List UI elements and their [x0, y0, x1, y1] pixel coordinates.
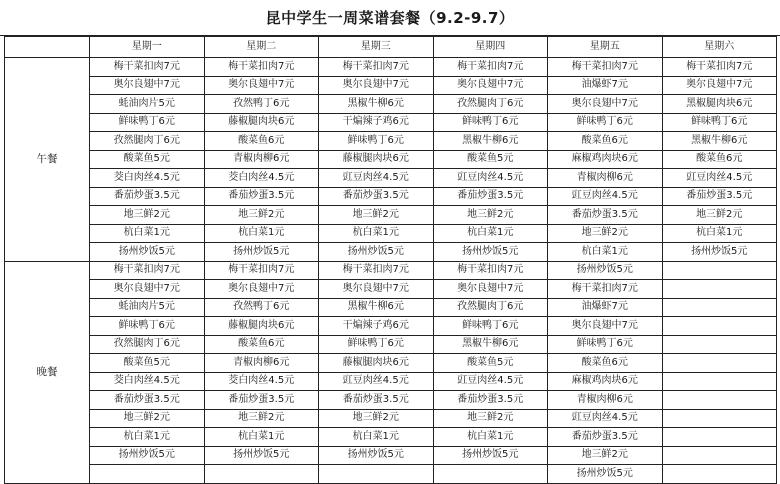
dish-cell: 鲜味鸭丁6元	[319, 335, 434, 354]
dish-cell: 地三鲜2元	[548, 224, 663, 243]
menu-row	[5, 298, 777, 317]
dish-cell: 地三鲜2元	[319, 206, 434, 225]
menu-row	[5, 391, 777, 410]
dish-cell	[662, 317, 777, 336]
menu-row	[5, 354, 777, 373]
dish-cell: 鲜味鸭丁6元	[90, 317, 205, 336]
dish-cell: 黑椒牛柳6元	[662, 132, 777, 151]
day-header: 星期二	[204, 37, 319, 58]
dish-cell: 青椒肉柳6元	[204, 150, 319, 169]
dish-cell: 酸菜鱼6元	[548, 132, 663, 151]
dish-cell: 地三鲜2元	[204, 409, 319, 428]
dish-cell: 蚝油肉片5元	[90, 298, 205, 317]
dish-cell: 藤椒腿肉块6元	[204, 317, 319, 336]
dish-cell: 地三鲜2元	[90, 409, 205, 428]
menu-row	[5, 224, 777, 243]
dish-cell: 油爆虾7元	[548, 298, 663, 317]
dish-cell: 杭白菜1元	[90, 224, 205, 243]
dish-cell	[662, 428, 777, 447]
dish-cell: 地三鲜2元	[319, 409, 434, 428]
dish-cell: 地三鲜2元	[204, 206, 319, 225]
dish-cell: 奥尔良翅中7元	[90, 76, 205, 95]
dish-cell: 藤椒腿肉块6元	[319, 354, 434, 373]
dish-cell: 奥尔良翅中7元	[204, 280, 319, 299]
dish-cell: 扬州炒饭5元	[319, 446, 434, 465]
dish-cell: 奥尔良翅中7元	[433, 76, 548, 95]
dish-cell: 麻椒鸡肉块6元	[548, 150, 663, 169]
dish-cell: 扬州炒饭5元	[204, 243, 319, 262]
dish-cell: 扬州炒饭5元	[90, 243, 205, 262]
dish-cell: 豇豆肉丝4.5元	[319, 169, 434, 188]
menu-row	[5, 409, 777, 428]
meal-label: 午餐	[5, 58, 90, 262]
menu-row	[5, 150, 777, 169]
dish-cell: 豇豆肉丝4.5元	[662, 169, 777, 188]
dish-cell: 酸菜鱼5元	[433, 354, 548, 373]
dish-cell: 豇豆肉丝4.5元	[319, 372, 434, 391]
dish-cell	[662, 446, 777, 465]
dish-cell	[662, 335, 777, 354]
dish-cell: 梅干菜扣肉7元	[662, 58, 777, 77]
dish-cell: 番茄炒蛋3.5元	[204, 391, 319, 410]
dish-cell: 奥尔良翅中7元	[662, 76, 777, 95]
dish-cell: 鲜味鸭丁6元	[90, 113, 205, 132]
dish-cell: 茭白肉丝4.5元	[204, 372, 319, 391]
menu-row	[5, 428, 777, 447]
menu-row	[5, 243, 777, 262]
dish-cell: 奥尔良翅中7元	[319, 280, 434, 299]
dish-cell: 油爆虾7元	[548, 76, 663, 95]
dish-cell: 青椒肉柳6元	[204, 354, 319, 373]
dish-cell	[319, 465, 434, 484]
dish-cell: 杭白菜1元	[204, 224, 319, 243]
dish-cell: 青椒肉柳6元	[548, 391, 663, 410]
dish-cell	[662, 280, 777, 299]
meal-label: 晚餐	[5, 261, 90, 483]
dish-cell: 扬州炒饭5元	[548, 465, 663, 484]
dish-cell: 地三鲜2元	[433, 409, 548, 428]
dish-cell: 扬州炒饭5元	[90, 446, 205, 465]
dish-cell: 奥尔良翅中7元	[319, 76, 434, 95]
dish-cell: 干煸辣子鸡6元	[319, 317, 434, 336]
menu-row	[5, 95, 777, 114]
dish-cell: 梅干菜扣肉7元	[204, 58, 319, 77]
dish-cell: 梅干菜扣肉7元	[319, 58, 434, 77]
menu-row	[5, 317, 777, 336]
dish-cell: 地三鲜2元	[433, 206, 548, 225]
dish-cell	[662, 261, 777, 280]
menu-row	[5, 206, 777, 225]
menu-body	[5, 58, 777, 484]
dish-cell: 藤椒腿肉块6元	[204, 113, 319, 132]
day-header: 星期三	[319, 37, 434, 58]
dish-cell: 孜然鸭丁6元	[204, 298, 319, 317]
dish-cell: 杭白菜1元	[548, 243, 663, 262]
menu-row	[5, 76, 777, 95]
dish-cell: 孜然腿肉丁6元	[90, 132, 205, 151]
dish-cell: 黑椒牛柳6元	[433, 132, 548, 151]
dish-cell: 黑椒牛柳6元	[319, 298, 434, 317]
day-header: 星期四	[433, 37, 548, 58]
dish-cell: 番茄炒蛋3.5元	[433, 391, 548, 410]
dish-cell: 酸菜鱼5元	[90, 354, 205, 373]
menu-row	[5, 446, 777, 465]
dish-cell: 奥尔良翅中7元	[548, 317, 663, 336]
dish-cell: 豇豆肉丝4.5元	[548, 409, 663, 428]
dish-cell: 梅干菜扣肉7元	[90, 261, 205, 280]
dish-cell: 梅干菜扣肉7元	[548, 280, 663, 299]
dish-cell: 番茄炒蛋3.5元	[662, 187, 777, 206]
dish-cell: 梅干菜扣肉7元	[90, 58, 205, 77]
dish-cell: 孜然腿肉丁6元	[433, 298, 548, 317]
menu-row	[5, 187, 777, 206]
menu-row	[5, 113, 777, 132]
dish-cell: 番茄炒蛋3.5元	[204, 187, 319, 206]
dish-cell: 豇豆肉丝4.5元	[548, 187, 663, 206]
dish-cell: 番茄炒蛋3.5元	[90, 391, 205, 410]
dish-cell: 藤椒腿肉块6元	[319, 150, 434, 169]
dish-cell: 扬州炒饭5元	[433, 446, 548, 465]
dish-cell: 酸菜鱼6元	[548, 354, 663, 373]
dish-cell	[433, 465, 548, 484]
dish-cell: 杭白菜1元	[319, 428, 434, 447]
dish-cell: 黑椒牛柳6元	[319, 95, 434, 114]
dish-cell: 豇豆肉丝4.5元	[433, 372, 548, 391]
dish-cell	[204, 465, 319, 484]
dish-cell: 地三鲜2元	[662, 206, 777, 225]
dish-cell	[662, 409, 777, 428]
dish-cell	[662, 354, 777, 373]
dish-cell: 番茄炒蛋3.5元	[433, 187, 548, 206]
dish-cell: 茭白肉丝4.5元	[90, 169, 205, 188]
dish-cell: 酸菜鱼5元	[433, 150, 548, 169]
dish-cell: 奥尔良翅中7元	[204, 76, 319, 95]
dish-cell: 梅干菜扣肉7元	[319, 261, 434, 280]
menu-row	[5, 132, 777, 151]
dish-cell: 孜然腿肉丁6元	[433, 95, 548, 114]
menu-row	[5, 280, 777, 299]
dish-cell: 扬州炒饭5元	[433, 243, 548, 262]
dish-cell: 扬州炒饭5元	[204, 446, 319, 465]
dish-cell: 扬州炒饭5元	[319, 243, 434, 262]
dish-cell	[90, 465, 205, 484]
dish-cell: 茭白肉丝4.5元	[204, 169, 319, 188]
dish-cell: 鲜味鸭丁6元	[548, 113, 663, 132]
dish-cell: 鲜味鸭丁6元	[433, 317, 548, 336]
dish-cell: 酸菜鱼6元	[662, 150, 777, 169]
dish-cell: 杭白菜1元	[319, 224, 434, 243]
day-header: 星期一	[90, 37, 205, 58]
dish-cell: 梅干菜扣肉7元	[433, 261, 548, 280]
dish-cell: 扬州炒饭5元	[662, 243, 777, 262]
dish-cell: 奥尔良翅中7元	[548, 95, 663, 114]
corner-cell	[5, 37, 90, 58]
menu-row	[5, 261, 777, 280]
dish-cell: 黑椒牛柳6元	[433, 335, 548, 354]
dish-cell: 茭白肉丝4.5元	[90, 372, 205, 391]
dish-cell: 梅干菜扣肉7元	[433, 58, 548, 77]
dish-cell: 杭白菜1元	[662, 224, 777, 243]
day-header: 星期六	[662, 37, 777, 58]
dish-cell: 青椒肉柳6元	[548, 169, 663, 188]
dish-cell	[662, 391, 777, 410]
dish-cell: 杭白菜1元	[204, 428, 319, 447]
dish-cell: 孜然腿肉丁6元	[90, 335, 205, 354]
dish-cell: 番茄炒蛋3.5元	[548, 428, 663, 447]
dish-cell: 地三鲜2元	[90, 206, 205, 225]
dish-cell	[662, 372, 777, 391]
dish-cell: 奥尔良翅中7元	[90, 280, 205, 299]
menu-row	[5, 335, 777, 354]
menu-row	[5, 372, 777, 391]
weekly-menu-table	[4, 36, 777, 484]
dish-cell: 孜然鸭丁6元	[204, 95, 319, 114]
dish-cell: 梅干菜扣肉7元	[548, 58, 663, 77]
dish-cell: 酸菜鱼6元	[204, 335, 319, 354]
dish-cell: 鲜味鸭丁6元	[548, 335, 663, 354]
day-header: 星期五	[548, 37, 663, 58]
dish-cell: 梅干菜扣肉7元	[204, 261, 319, 280]
dish-cell: 鲜味鸭丁6元	[319, 132, 434, 151]
dish-cell: 扬州炒饭5元	[548, 261, 663, 280]
dish-cell: 奥尔良翅中7元	[433, 280, 548, 299]
dish-cell: 酸菜鱼5元	[90, 150, 205, 169]
dish-cell: 鲜味鸭丁6元	[433, 113, 548, 132]
header-row	[5, 37, 777, 58]
dish-cell: 黑椒腿肉块6元	[662, 95, 777, 114]
menu-row	[5, 465, 777, 484]
dish-cell: 麻椒鸡肉块6元	[548, 372, 663, 391]
page-title: 昆中学生一周菜谱套餐（9.2-9.7）	[0, 0, 780, 36]
dish-cell: 鲜味鸭丁6元	[662, 113, 777, 132]
dish-cell: 地三鲜2元	[548, 446, 663, 465]
dish-cell: 豇豆肉丝4.5元	[433, 169, 548, 188]
dish-cell: 酸菜鱼6元	[204, 132, 319, 151]
dish-cell: 番茄炒蛋3.5元	[319, 391, 434, 410]
menu-row	[5, 169, 777, 188]
dish-cell: 番茄炒蛋3.5元	[319, 187, 434, 206]
dish-cell: 番茄炒蛋3.5元	[548, 206, 663, 225]
dish-cell: 杭白菜1元	[90, 428, 205, 447]
dish-cell: 杭白菜1元	[433, 428, 548, 447]
menu-row	[5, 58, 777, 77]
dish-cell: 蚝油肉片5元	[90, 95, 205, 114]
dish-cell: 干煸辣子鸡6元	[319, 113, 434, 132]
dish-cell	[662, 465, 777, 484]
dish-cell: 番茄炒蛋3.5元	[90, 187, 205, 206]
dish-cell: 杭白菜1元	[433, 224, 548, 243]
dish-cell	[662, 298, 777, 317]
